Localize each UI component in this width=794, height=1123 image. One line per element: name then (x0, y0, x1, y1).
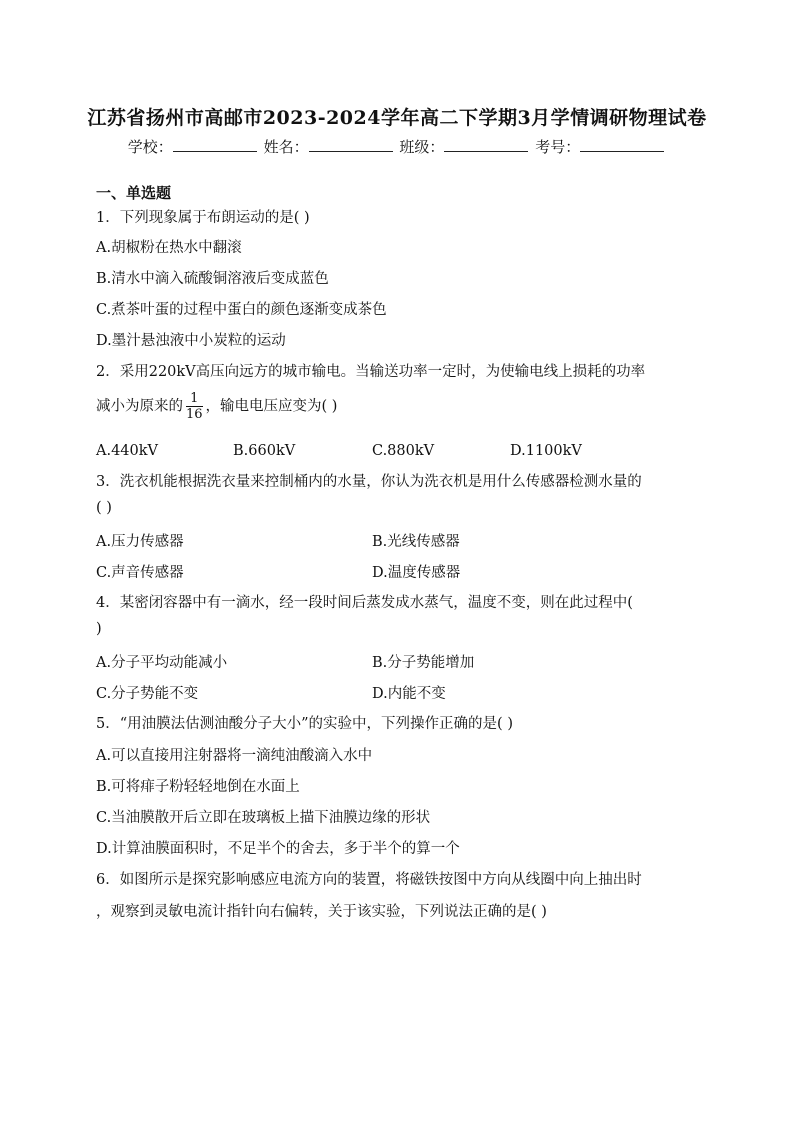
exam-title: 江苏省扬州市高邮市2023-2024学年高二下学期3月学情调研物理试卷 (87, 107, 707, 129)
q5-option-a: A.可以直接用注射器将一滴纯油酸滴入水中 (96, 748, 373, 764)
q1-option-b: B.清水中滴入硫酸铜溶液后变成蓝色 (96, 271, 329, 287)
q2-option-c: C.880kV (372, 443, 435, 459)
class-blank (444, 137, 528, 152)
school-label: 学校： (127, 138, 173, 156)
q2-stem-line2 (96, 391, 337, 422)
q6-stem-line2: ，观察到灵敏电流计指针向右偏转，关于该实验，下列说法正确的是( ) (96, 904, 547, 920)
q5-option-c: C.当油膜散开后立即在玻璃板上描下油膜边缘的形状 (96, 810, 431, 826)
q4-stem-line1: 4．某密闭容器中有一滴水，经一段时间后蒸发成水蒸气，温度不变，则在此过程中( (96, 595, 633, 611)
q4-option-c: C.分子势能不变 (96, 686, 199, 702)
q2-option-d: D.1100kV (510, 443, 582, 459)
q1-option-d: D.墨汁悬浊液中小炭粒的运动 (96, 333, 286, 349)
q3-option-b: B.光线传感器 (372, 534, 460, 550)
number-blank (580, 137, 664, 152)
q4-option-a: A.分子平均动能减小 (96, 655, 228, 671)
q5-option-b: B.可将痱子粉轻轻地倒在水面上 (96, 779, 300, 795)
q2-fraction (186, 391, 203, 422)
q4-stem-line2: ) (96, 621, 102, 637)
q3-stem-line2: ( ) (96, 500, 112, 516)
name-blank (309, 137, 393, 152)
q1-option-a: A.胡椒粉在热水中翻滚 (96, 240, 242, 256)
q2-option-a: A.440kV (96, 443, 159, 459)
q3-option-c: C.声音传感器 (96, 565, 184, 581)
q2-stem-line1: 2．采用220kV高压向远方的城市输电。当输送功率一定时，为使输电线上损耗的功率 (96, 364, 646, 380)
q2-stem-pre: 减小为原来的 (96, 398, 183, 415)
q3-stem-line1: 3．洗衣机能根据洗衣量来控制桶内的水量，你认为洗衣机是用什么传感器检测水量的 (96, 474, 642, 490)
q2-fraction-denominator: 16 (186, 407, 203, 422)
section-title: 一、单选题 (96, 184, 172, 202)
q3-option-a: A.压力传感器 (96, 534, 184, 550)
q3-option-d: D.温度传感器 (372, 565, 461, 581)
name-label: 姓名： (263, 138, 309, 156)
q1-option-c: C.煮茶叶蛋的过程中蛋白的颜色逐渐变成茶色 (96, 302, 387, 318)
q2-stem-post: ，输电电压应变为( ) (205, 398, 338, 415)
q1-stem: 1．下列现象属于布朗运动的是( ) (96, 210, 310, 226)
q2-fraction-numerator: 1 (186, 391, 203, 407)
q2-option-b: B.660kV (233, 443, 296, 459)
class-label: 班级： (399, 138, 445, 156)
q6-stem-line1: 6．如图所示是探究影响感应电流方向的装置，将磁铁按图中方向从线圈中向上抽出时 (96, 872, 642, 888)
q5-option-d: D.计算油膜面积时，不足半个的舍去，多于半个的算一个 (96, 841, 460, 857)
q4-option-b: B.分子势能增加 (372, 655, 475, 671)
school-blank (173, 137, 257, 152)
number-label: 考号： (535, 138, 581, 156)
q5-stem: 5．“用油膜法估测油酸分子大小”的实验中，下列操作正确的是( ) (96, 716, 513, 732)
q4-option-d: D.内能不变 (372, 686, 446, 702)
student-info-line (0, 136, 794, 157)
